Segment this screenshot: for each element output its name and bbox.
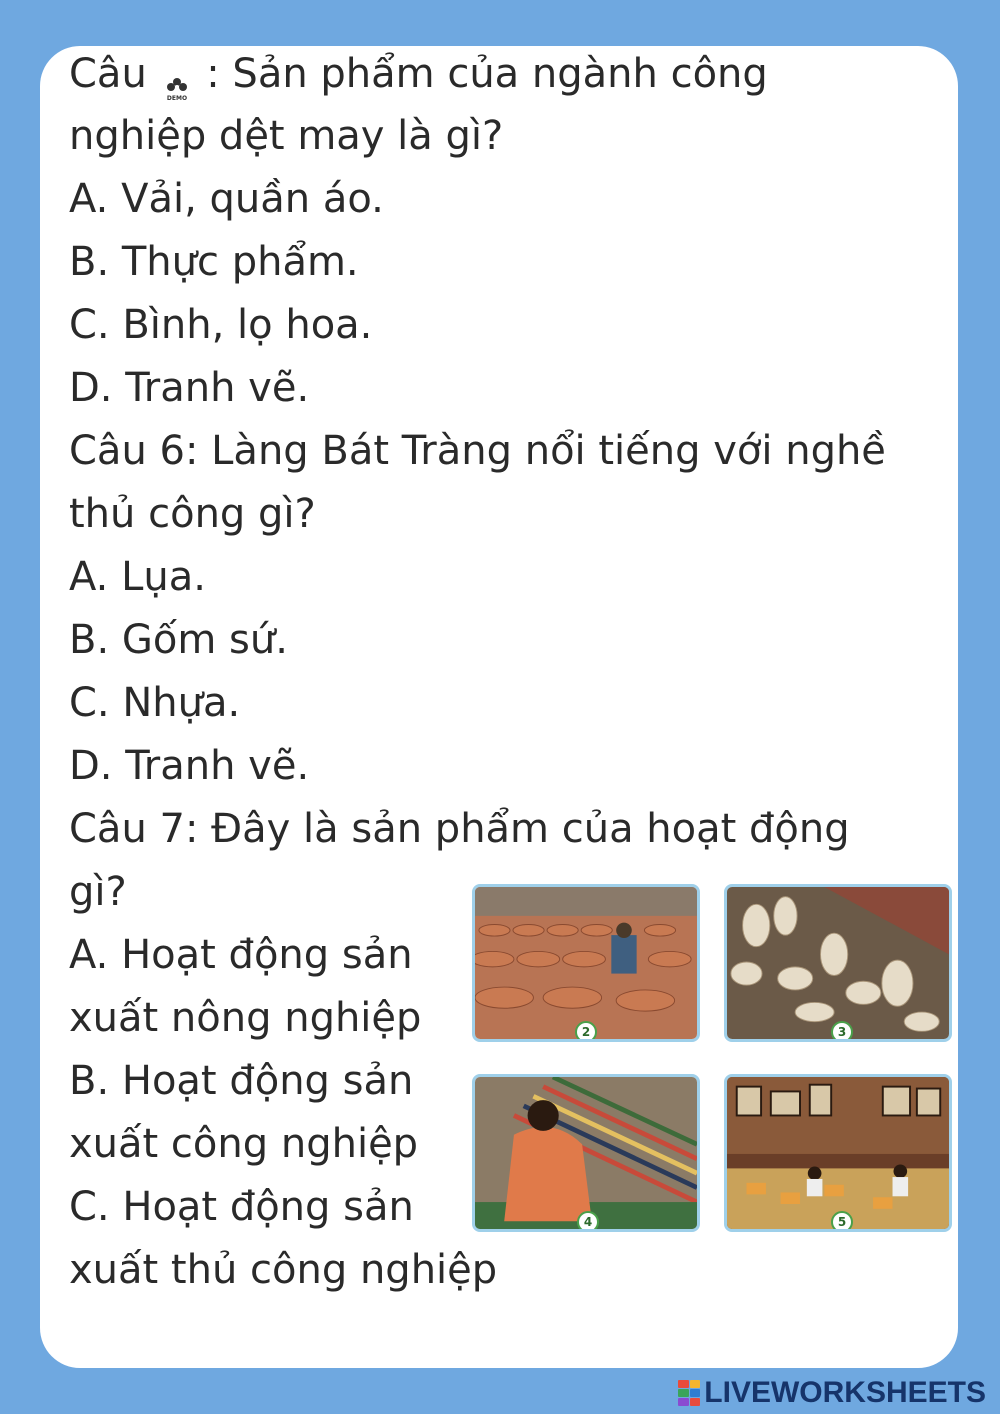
question-5-option-c[interactable]: C. Bình, lọ hoa. xyxy=(69,302,373,348)
question-6-line-2: thủ công gì? xyxy=(69,491,316,537)
question-6-line-1: Câu 6: Làng Bát Tràng nổi tiếng với nghề xyxy=(69,428,886,474)
liveworksheets-logo-icon xyxy=(678,1380,700,1406)
question-6-option-a[interactable]: A. Lụa. xyxy=(69,554,206,600)
question-5-text: : Sản phẩm của ngành công xyxy=(206,51,768,97)
question-7-line-1: Câu 7: Đây là sản phẩm của hoạt động xyxy=(69,806,850,852)
photo-weaving xyxy=(472,1074,700,1232)
question-6-option-d[interactable]: D. Tranh vẽ. xyxy=(69,743,310,789)
question-5-option-a[interactable]: A. Vải, quần áo. xyxy=(69,176,384,222)
photo-number-badge: 2 xyxy=(575,1021,597,1042)
svg-text:DEMO: DEMO xyxy=(166,95,187,102)
liveworksheets-wordmark: LIVEWORKSHEETS xyxy=(704,1376,986,1409)
photo-painting-workshop xyxy=(724,1074,952,1232)
question-7-option-c-line-2[interactable]: xuất thủ công nghiệp xyxy=(69,1247,498,1293)
question-7-line-2: gì? xyxy=(69,869,127,915)
question-5-option-b[interactable]: B. Thực phẩm. xyxy=(69,239,359,285)
photo-pottery-jars xyxy=(472,884,700,1042)
question-5-line-2: nghiệp dệt may là gì? xyxy=(69,113,504,159)
question-7-option-c-line-1[interactable]: C. Hoạt động sản xyxy=(69,1184,414,1230)
photo-handicraft-items xyxy=(724,884,952,1042)
question-6-option-c[interactable]: C. Nhựa. xyxy=(69,680,241,726)
photo-number-badge: 3 xyxy=(831,1021,853,1042)
liveworksheets-brand xyxy=(678,1376,986,1410)
question-5-option-d[interactable]: D. Tranh vẽ. xyxy=(69,365,310,411)
photo-number-badge: 5 xyxy=(831,1211,853,1232)
question-7-option-b-line-2[interactable]: xuất công nghiệp xyxy=(69,1121,419,1167)
question-5-line-1 xyxy=(69,43,768,105)
question-6-option-b[interactable]: B. Gốm sứ. xyxy=(69,617,288,663)
question-7-option-a-line-1[interactable]: A. Hoạt động sản xyxy=(69,932,413,978)
demo-flower-icon xyxy=(162,61,192,102)
question-5-prefix: Câu xyxy=(69,51,147,97)
question-7-option-a-line-2[interactable]: xuất nông nghiệp xyxy=(69,995,422,1041)
question-7-option-b-line-1[interactable]: B. Hoạt động sản xyxy=(69,1058,414,1104)
photo-number-badge: 4 xyxy=(577,1211,599,1232)
